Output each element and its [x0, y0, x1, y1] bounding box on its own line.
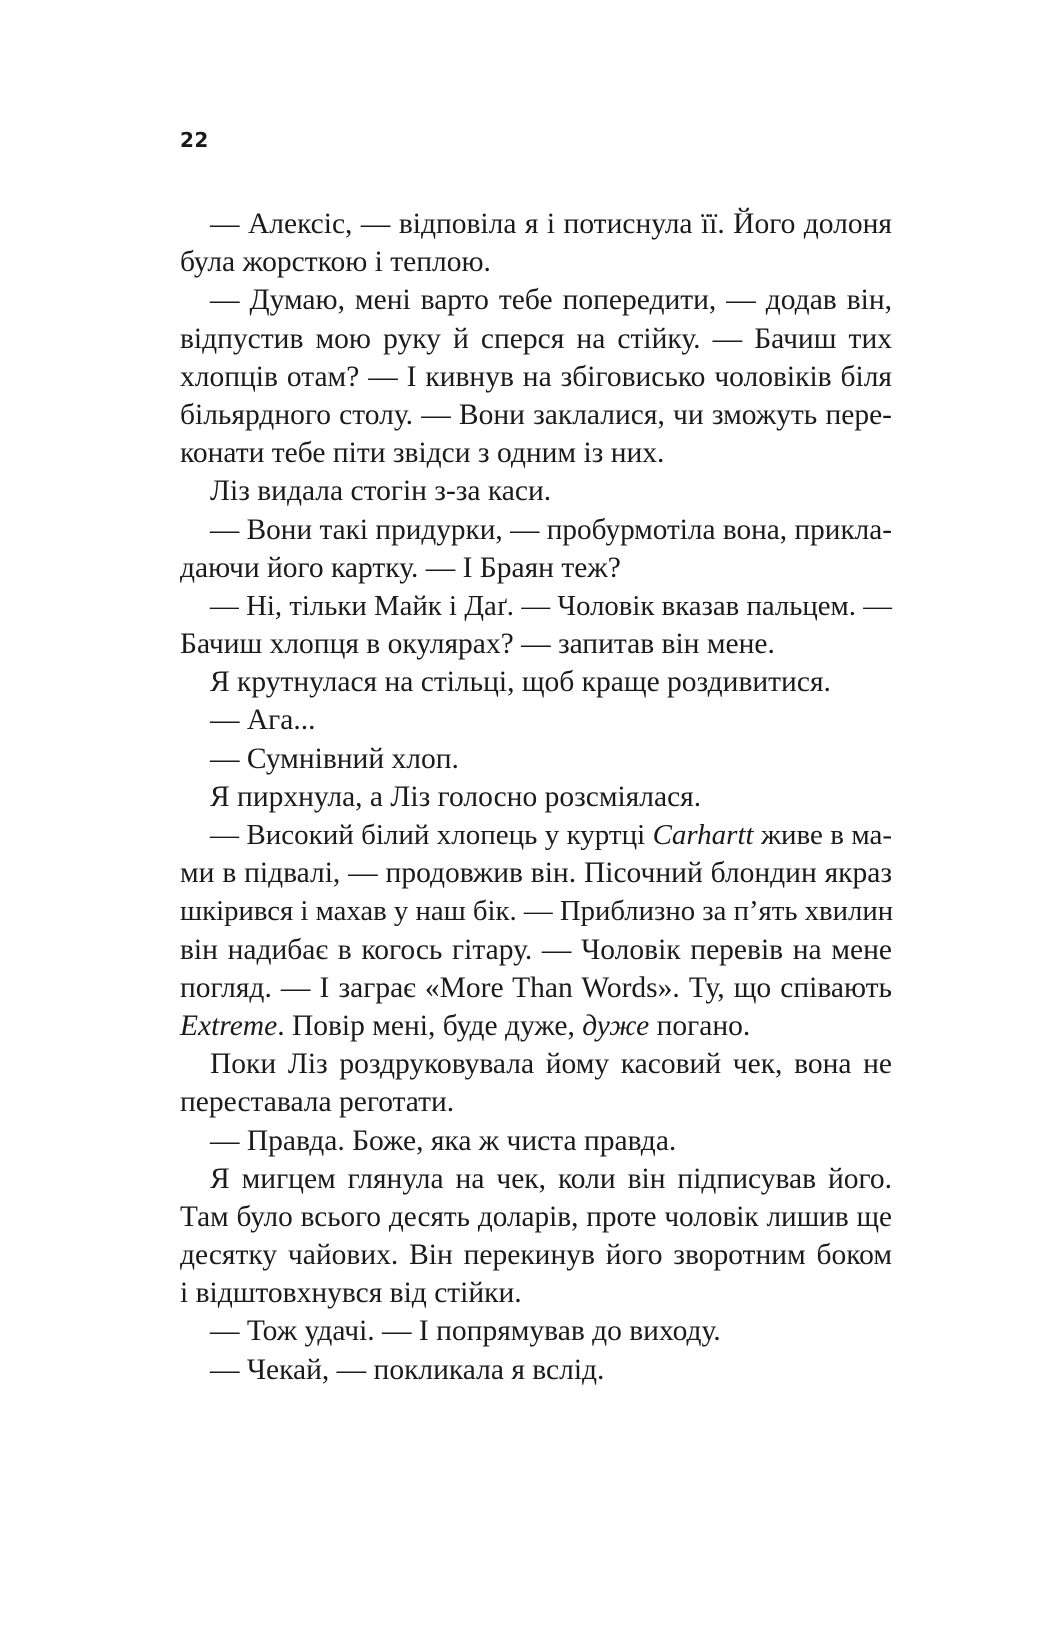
text-line — [180, 320, 892, 358]
text-line — [180, 701, 892, 739]
text-line — [180, 587, 892, 625]
text-line — [180, 1351, 892, 1389]
text-segment: — Вони такі придурки, — пробурмотіла вона, прикла- — [210, 513, 892, 546]
text-segment: — Чекай, — покликала я вслід. — [210, 1353, 605, 1386]
body-text — [180, 205, 892, 1389]
text-segment: — Ні, тільки Майк і Даґ. — Чоловік вказав пальцем. — — [210, 589, 892, 622]
text-segment: хлопців отам? — І кивнув на збіговисько чоловіків біля — [180, 360, 892, 393]
text-segment: — Думаю, мені варто тебе попередити, — додав він, — [210, 284, 892, 317]
italic-text: Carhartt — [652, 819, 754, 851]
text-line — [180, 1312, 892, 1350]
text-segment: була жорсткою і теплою. — [180, 246, 491, 279]
text-segment: Я крутнулася на стільці, щоб краще роздивитися. — [210, 666, 831, 699]
text-segment: Поки Ліз роздруковувала йому касовий чек, вона не — [210, 1048, 892, 1081]
text-line — [180, 892, 892, 930]
text-line — [180, 434, 892, 472]
text-line — [180, 1122, 892, 1160]
text-segment: — Правда. Боже, яка ж чиста правда. — [210, 1124, 677, 1157]
text-segment: — Ага... — [210, 704, 316, 737]
text-segment: конати тебе піти звідси з одним із них. — [180, 437, 665, 470]
text-line — [180, 243, 892, 281]
text-segment: погано. — [649, 1009, 751, 1042]
text-line — [180, 969, 892, 1007]
text-segment: погляд. — І заграє «More Than Words». Ту, що співають — [180, 971, 892, 1004]
italic-text: дуже — [582, 1009, 650, 1042]
text-line — [180, 1007, 892, 1045]
text-line — [180, 511, 892, 549]
text-segment: Я пирхнула, а Ліз голосно розсміялася. — [210, 780, 702, 813]
text-line — [180, 740, 892, 778]
text-segment: шкірився і махав у наш бік. — Приблизно за п’ять хвилин — [180, 895, 894, 928]
text-segment: даючи його картку. — І Браян теж? — [180, 551, 621, 584]
text-line — [180, 1274, 892, 1312]
text-line — [180, 1160, 892, 1198]
text-segment: — Тож удачі. — І попрямував до виходу. — [210, 1315, 721, 1348]
text-segment: він надибає в когось гітару. — Чоловік перевів на мене — [180, 933, 892, 966]
text-line — [180, 358, 892, 396]
text-line — [180, 472, 892, 510]
text-line — [180, 1236, 892, 1274]
text-segment: ми в підвалі, — продовжив він. Пісочний блондин якраз — [180, 857, 892, 890]
text-segment: — Алексіс, — відповіла я і потиснула її. Його долоня — [210, 208, 892, 240]
text-segment: Я мигцем глянула на чек, коли він підписував його. — [210, 1162, 892, 1195]
text-segment: і відштовхнувся від стійки. — [180, 1277, 522, 1310]
text-line — [180, 663, 892, 701]
text-segment: десятку чайових. Він перекинув його зворотним боком — [180, 1239, 892, 1272]
text-segment: . Повір мені, буде дуже, — [277, 1009, 583, 1042]
text-segment: переставала реготати. — [180, 1086, 455, 1119]
text-line — [180, 1198, 892, 1236]
text-line — [180, 549, 892, 587]
text-line — [180, 816, 892, 854]
italic-text: Extreme — [180, 1009, 278, 1042]
page-number: 22 — [180, 128, 209, 152]
text-segment: Бачиш хлопця в окулярах? — запитав він мене. — [180, 628, 775, 661]
text-line — [180, 625, 892, 663]
text-line — [180, 281, 892, 319]
text-line — [180, 854, 892, 892]
text-line — [180, 778, 892, 816]
text-segment: — Сумнівний хлоп. — [210, 742, 459, 775]
text-line — [180, 931, 892, 969]
text-segment: Там було всього десять доларів, проте чоловік лишив ще — [180, 1200, 892, 1233]
text-line — [180, 396, 892, 434]
text-line — [180, 1045, 892, 1083]
text-segment: більярдного столу. — Вони заклалися, чи зможуть пере- — [180, 398, 892, 431]
text-segment: — Високий білий хлопець у куртці — [210, 819, 653, 851]
text-segment: Ліз видала стогін з-за каси. — [210, 475, 552, 508]
text-line — [180, 205, 892, 243]
text-segment: відпустив мою руку й сперся на стійку. — Бачиш тих — [180, 322, 892, 355]
text-segment: живе в ма- — [753, 819, 893, 851]
text-line — [180, 1083, 892, 1121]
